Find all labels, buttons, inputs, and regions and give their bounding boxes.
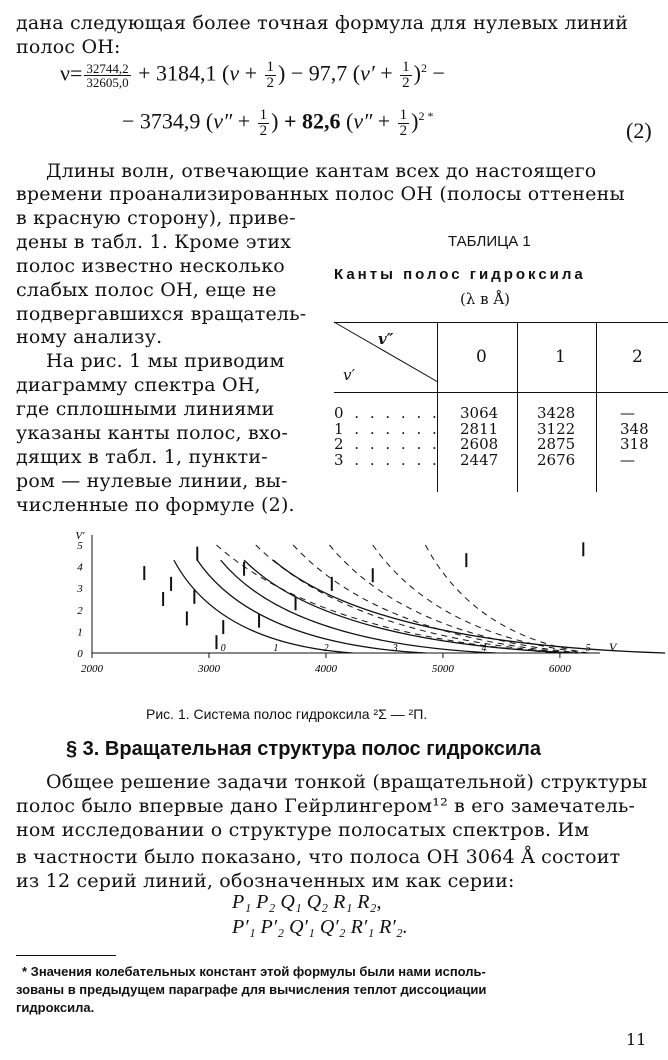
- series-label: 0: [220, 643, 226, 654]
- series-label: 5: [585, 643, 591, 654]
- x-axis-label: V: [609, 640, 617, 654]
- zero-line: [293, 545, 574, 653]
- y-tick-label: 3: [77, 583, 83, 596]
- table-cell: 2676: [537, 450, 576, 469]
- table-units: (λ в Å): [460, 290, 511, 308]
- y-tick-label: 5: [77, 540, 83, 552]
- para1-line-2: времени проанализированных полос OH (полосы оттенены: [16, 183, 625, 205]
- para2-line-5: дящих в табл. 1, пункти-: [16, 446, 268, 468]
- para1-line-4: дены в табл. 1. Кроме этих: [16, 231, 292, 253]
- table-cell: —: [620, 450, 635, 469]
- band-head-curve: [273, 560, 665, 653]
- formula-line-1: ν= $\frac{32744,2}{32605,0}$ + 3184,1 (v + $\frac{1}{2}$ ) − 97,7 (v′ + $\frac{1}{2}$ )$^2$ −: [60, 59, 445, 91]
- x-tick-label: 5000: [431, 663, 454, 675]
- para1-line-1: Длины волн, отвечающие кантам всех до настоящего: [46, 160, 597, 182]
- table-col-2: [620, 406, 649, 468]
- section-heading: § 3. Вращательная структура полос гидроксила: [66, 738, 541, 760]
- series-row-2: P′₁ P′₂ Q′₁ Q′₂ R′₁ R′₂.: [232, 916, 408, 938]
- x-tick-label: 4000: [314, 663, 337, 675]
- table-cell: 2811: [460, 419, 499, 438]
- para1-line-3: в красную сторону), приве-: [16, 207, 296, 229]
- intro-line-2: полос OH:: [16, 36, 121, 58]
- band-head-curve: [244, 560, 577, 653]
- formula-term-3: − 3734,9: [122, 108, 201, 134]
- table-cell: 318: [620, 435, 649, 453]
- footnote-line-1: * Значения колебательных констант этой формулы были нами исполь-: [22, 964, 486, 979]
- formula-term-2: − 97,7: [290, 60, 348, 86]
- band-system-diagram: [50, 525, 617, 685]
- series-label: 2: [323, 643, 329, 654]
- para2-line-3: где сплошными линиями: [16, 398, 275, 420]
- formula-line-2: − 3734,9 (v″ + $\frac{1}{2}$ ) + 82,6 (v″ + $\frac{1}{2}$ )$^{2 *}$: [122, 107, 434, 139]
- table-cell: 3064: [460, 404, 499, 422]
- row-label: 3 . . . . . .: [334, 450, 440, 469]
- table-cell: 2875: [537, 435, 576, 453]
- para1-line-7: подвергавшихся вращатель-: [16, 303, 307, 325]
- equation-number: (2): [626, 118, 652, 143]
- y-tick-label: 4: [77, 561, 83, 574]
- x-tick-label: 6000: [548, 663, 571, 675]
- formula-term-4: + 82,6: [283, 108, 341, 134]
- table-cell: 3428: [537, 404, 576, 422]
- table-cell: 348: [620, 419, 649, 438]
- table-label: ТАБЛИЦА 1: [448, 233, 531, 250]
- para3-line-1: Общее решение задачи тонкой (вращательной) структуры: [46, 771, 648, 793]
- para3-line-4: в частности было показано, что полоса OH 3064 Å состоит: [16, 846, 621, 868]
- table-title: Канты полос гидроксила: [334, 266, 586, 283]
- intro-line-1: дана следующая более точная формула для нулевых линий: [16, 12, 629, 34]
- formula-term-1: + 3184,1: [138, 60, 217, 86]
- para2-line-7: численные по формуле (2).: [16, 494, 295, 516]
- x-tick-label: 3000: [197, 663, 220, 675]
- para2-line-1: На рис. 1 мы приводим: [46, 350, 285, 372]
- para2-line-2: диаграмму спектра OH,: [16, 374, 261, 396]
- para3-line-2: полос было впервые дано Гейрлингером¹² в его замечатель-: [16, 795, 636, 817]
- table-cell: —: [620, 404, 635, 422]
- col-header-1: 1: [555, 347, 566, 367]
- table-cell: 3122: [537, 419, 576, 438]
- table-cell: 2608: [460, 435, 499, 453]
- corner-v2: v″: [378, 330, 394, 348]
- para2-line-4: указаны канты полос, вхо-: [16, 422, 289, 444]
- formula-lhs: ν=: [60, 60, 83, 86]
- figure-caption: Рис. 1. Система полос гидроксила ²Σ — ²Π.: [146, 706, 428, 722]
- band-head-curve: [197, 560, 425, 653]
- table-row-labels: [334, 406, 440, 468]
- para1-line-8: ному анализу.: [16, 326, 163, 348]
- formula-fraction: $\frac{32744,2}{32605,0}$: [86, 61, 129, 90]
- table-col-1: [537, 406, 575, 468]
- series-label: 4: [481, 643, 487, 654]
- para2-line-6: ром — нулевые линии, вы-: [16, 470, 288, 492]
- y-tick-label: 1: [77, 626, 83, 639]
- series-label: 3: [392, 643, 398, 654]
- series-row-1: P₁ P₂ Q₁ Q₂ R₁ R₂,: [232, 891, 382, 913]
- y-tick-label: 2: [77, 604, 83, 617]
- footnote-line-2: зованы в предыдущем параграфе для вычисления теплот диссоциации: [16, 982, 487, 997]
- para1-line-6: слабых полос OH, еще не: [16, 279, 277, 301]
- row-label: 2 . . . . . .: [334, 435, 440, 453]
- row-label: 1 . . . . . .: [334, 419, 440, 438]
- table-col-0: [460, 406, 498, 468]
- row-label: 0 . . . . . .: [334, 404, 440, 422]
- para3-line-5: из 12 серий линий, обозначенных им как серии:: [16, 870, 515, 892]
- series-label: 1: [273, 643, 279, 654]
- y-tick-label: 0: [77, 648, 83, 660]
- para3-line-3: ном исследовании о структуре полосатых спектров. Им: [16, 819, 590, 841]
- corner-v1: v′: [343, 366, 355, 384]
- page-number: 11: [626, 1030, 647, 1049]
- table-divider-3: [596, 322, 597, 492]
- footnote-line-3: гидроксила.: [16, 1000, 95, 1015]
- col-header-2: 2: [632, 347, 643, 367]
- para1-line-5: полос известно несколько: [16, 255, 285, 277]
- table-cell: 2447: [460, 450, 499, 469]
- x-tick-label: 2000: [81, 663, 103, 675]
- y-axis-label: V′: [75, 530, 85, 542]
- table-divider-2: [517, 322, 518, 492]
- table-header-rule: [334, 392, 668, 393]
- footnote-rule: [16, 955, 116, 956]
- col-header-0: 0: [476, 347, 487, 367]
